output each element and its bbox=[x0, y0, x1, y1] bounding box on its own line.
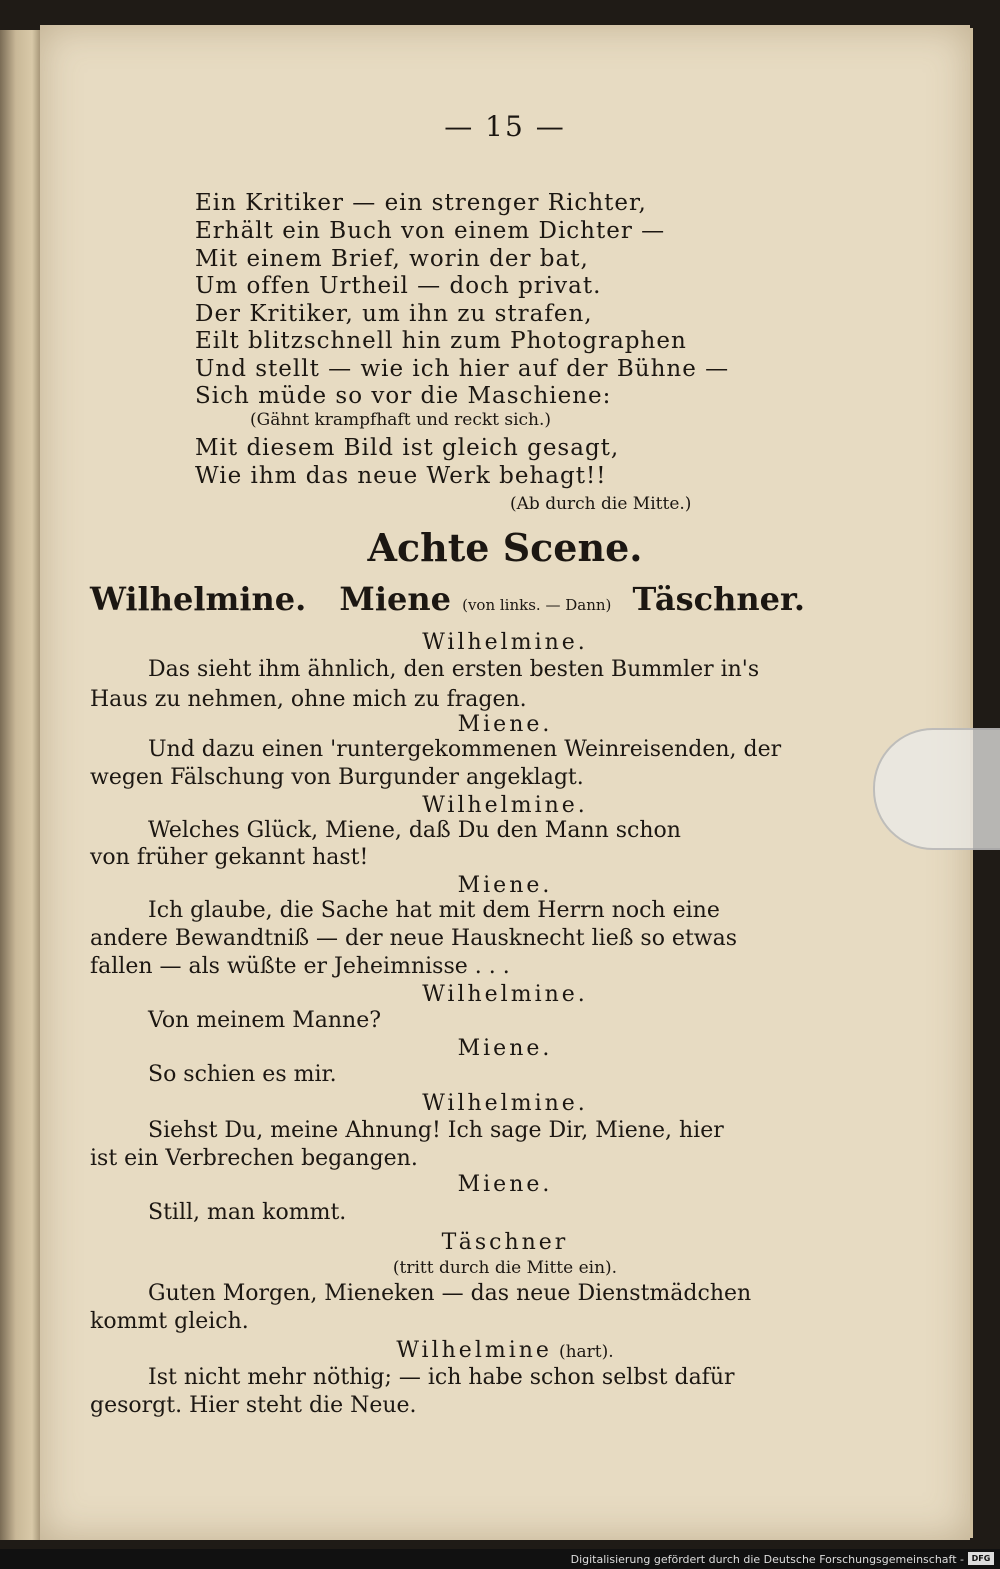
dfg-logo: DFG bbox=[968, 1552, 994, 1565]
dialogue-line: Welches Glück, Miene, daß Du den Mann schon bbox=[148, 818, 681, 843]
dialogue-line: andere Bewandtniß — der neue Hausknecht ließ so etwas bbox=[90, 926, 738, 951]
speaker-name: Wilhelmine. bbox=[422, 982, 588, 1007]
footer-credit: Digitalisierung gefördert durch die Deutsche Forschungsgemeinschaft - bbox=[570, 1553, 964, 1566]
cast-miene: Miene bbox=[339, 580, 451, 618]
dialogue-line: Ist nicht mehr nöthig; — ich habe schon selbst dafür bbox=[148, 1365, 735, 1390]
dialogue-line: Guten Morgen, Mieneken — das neue Dienstmädchen bbox=[148, 1281, 752, 1306]
dialogue-line: wegen Fälschung von Burgunder angeklagt. bbox=[90, 765, 584, 790]
speaker-name: Wilhelmine. bbox=[422, 630, 588, 655]
scene-title: Achte Scene. bbox=[367, 525, 643, 570]
dialogue-line: Das sieht ihm ähnlich, den ersten besten Bummler in's bbox=[148, 657, 760, 682]
dialogue-line: fallen — als wüßte er Jeheimnisse . . . bbox=[90, 954, 510, 979]
verse-line: Und stellt — wie ich hier auf der Bühne — bbox=[195, 356, 730, 382]
verse-line: Mit diesem Bild ist gleich gesagt, bbox=[195, 435, 620, 461]
page-number: — 15 — bbox=[444, 110, 566, 143]
speaker-name: Wilhelmine bbox=[396, 1338, 552, 1363]
dialogue-line: kommt gleich. bbox=[90, 1309, 249, 1334]
verse-line: Wie ihm das neue Werk behagt!! bbox=[195, 463, 607, 489]
page-clip-tab bbox=[873, 728, 1000, 850]
book-page bbox=[40, 25, 970, 1540]
verse-line: Erhält ein Buch von einem Dichter — bbox=[195, 218, 666, 244]
cast-wilhelmine: Wilhelmine. bbox=[90, 580, 307, 618]
dialogue-line: von früher gekannt hast! bbox=[90, 845, 369, 870]
footer-bar bbox=[0, 1549, 1000, 1569]
verse-line: Mit einem Brief, worin der bat, bbox=[195, 246, 589, 272]
stage-direction: (tritt durch die Mitte ein). bbox=[392, 1258, 618, 1278]
stage-direction: (Gähnt krampfhaft und reckt sich.) bbox=[250, 410, 552, 430]
cast-list bbox=[90, 580, 806, 618]
speaker-name: Miene. bbox=[457, 1036, 553, 1061]
verse-line: Ein Kritiker — ein strenger Richter, bbox=[195, 190, 647, 216]
speaker-heading bbox=[40, 1338, 970, 1363]
dialogue-line: Haus zu nehmen, ohne mich zu fragen. bbox=[90, 687, 527, 712]
dialogue-line: Von meinem Manne? bbox=[148, 1008, 382, 1033]
stage-direction: (Ab durch die Mitte.) bbox=[510, 494, 692, 514]
facing-page-edge bbox=[0, 30, 40, 1540]
dialogue-line: gesorgt. Hier steht die Neue. bbox=[90, 1393, 417, 1418]
stage-direction: (hart). bbox=[558, 1342, 614, 1362]
dialogue-line: Siehst Du, meine Ahnung! Ich sage Dir, Miene, hier bbox=[148, 1118, 724, 1143]
dialogue-line: Und dazu einen 'runtergekommenen Weinreisenden, der bbox=[148, 737, 782, 762]
cast-taeschner: Täschner. bbox=[632, 580, 806, 618]
dialogue-line: Still, man kommt. bbox=[148, 1200, 347, 1225]
cast-note: (von links. — Dann) bbox=[462, 596, 612, 614]
speaker-name: Miene. bbox=[457, 712, 553, 737]
verse-line: Eilt blitzschnell hin zum Photographen bbox=[195, 328, 687, 354]
dialogue-line: Ich glaube, die Sache hat mit dem Herrn noch eine bbox=[148, 898, 720, 923]
speaker-name: Wilhelmine. bbox=[422, 1091, 588, 1116]
verse-line: Der Kritiker, um ihn zu strafen, bbox=[195, 301, 593, 327]
speaker-name: Täschner bbox=[441, 1230, 569, 1255]
verse-line: Sich müde so vor die Maschiene: bbox=[195, 383, 612, 409]
dialogue-line: ist ein Verbrechen begangen. bbox=[90, 1146, 418, 1171]
speaker-name: Wilhelmine. bbox=[422, 793, 588, 818]
speaker-name: Miene. bbox=[457, 1172, 553, 1197]
speaker-name: Miene. bbox=[457, 873, 553, 898]
dialogue-line: So schien es mir. bbox=[148, 1062, 337, 1087]
verse-line: Um offen Urtheil — doch privat. bbox=[195, 273, 602, 299]
